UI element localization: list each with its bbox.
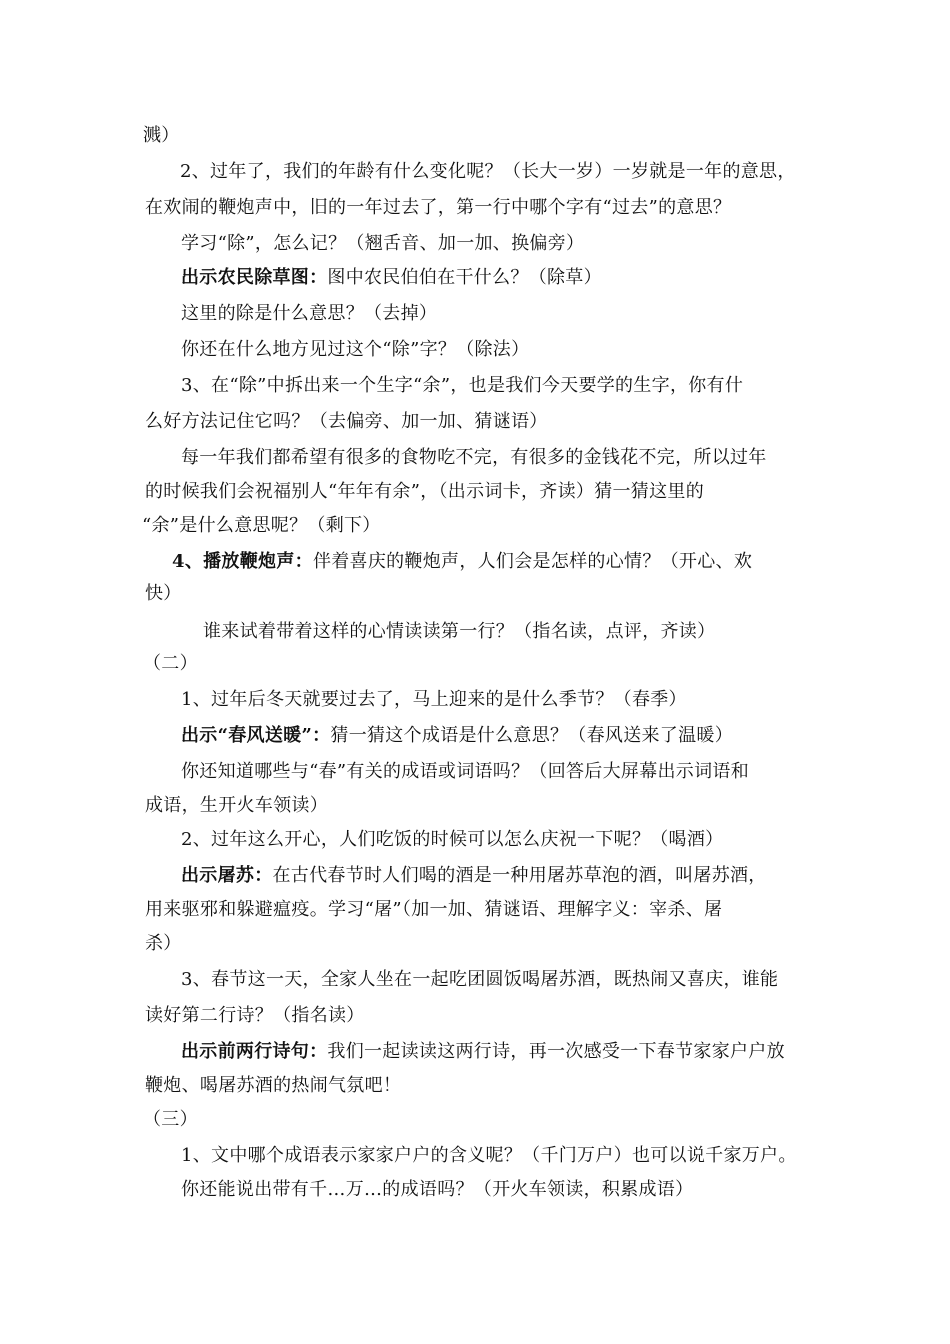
section-heading: （三） <box>143 1109 198 1130</box>
text-line: 杀） <box>145 933 182 954</box>
text-line: 你还能说出带有千…万…的成语吗？（开火车领读，积累成语） <box>181 1179 694 1200</box>
text-line: “余”是什么意思呢？（剩下） <box>142 515 381 536</box>
text-line: 出示“春风送暖”：猜一猜这个成语是什么意思？（春风送来了温暖） <box>181 725 734 746</box>
text-line: 3、春节这一天，全家人坐在一起吃团圆饭喝屠苏酒，既热闹又喜庆，谁能 <box>181 969 779 990</box>
text-line: 用来驱邪和躲避瘟疫。学习“屠”（加一加、猜谜语、理解字义：宰杀、屠 <box>145 899 723 920</box>
text-line: 鞭炮、喝屠苏酒的热闹气氛吧！ <box>145 1075 402 1096</box>
text-line: 么好方法记住它吗？（去偏旁、加一加、猜谜语） <box>145 411 548 432</box>
text-line: 你还知道哪些与“春”有关的成语或词语吗？（回答后大屏幕出示词语和 <box>181 761 750 782</box>
text-line: 出示农民除草图：图中农民伯伯在干什么？（除草） <box>181 267 602 288</box>
text-line: 2、过年这么开心，人们吃饭的时候可以怎么庆祝一下呢？（喝酒） <box>181 829 724 850</box>
text-line: 1、过年后冬天就要过去了，马上迎来的是什么季节？（春季） <box>181 689 687 710</box>
text-line: 3、在“除”中拆出来一个生字“余”，也是我们今天要学的生字，你有什 <box>181 375 744 396</box>
text-line: 成语，生开火车领读） <box>145 795 328 816</box>
text-line: 每一年我们都希望有很多的食物吃不完，有很多的金钱花不完，所以过年 <box>181 447 767 468</box>
text-line: 出示屠苏：在古代春节时人们喝的酒是一种用屠苏草泡的酒，叫屠苏酒， <box>181 865 767 886</box>
text-line: 出示前两行诗句：我们一起读读这两行诗，再一次感受一下春节家家户户放 <box>181 1041 785 1062</box>
text-line: 的时候我们会祝福别人“年年有余”，（出示词卡，齐读）猜一猜这里的 <box>145 481 705 502</box>
text-line: 谁来试着带着这样的心情读读第一行？（指名读，点评，齐读） <box>203 621 716 642</box>
text-line: 读好第二行诗？（指名读） <box>145 1005 365 1026</box>
text-line: 快） <box>145 583 182 604</box>
section-heading: （二） <box>143 653 198 674</box>
text-line: 溅） <box>143 125 180 146</box>
text-line: 你还在什么地方见过这个“除”字？（除法） <box>181 339 530 360</box>
text-line: 2、过年了，我们的年龄有什么变化呢？（长大一岁）一岁就是一年的意思， <box>180 161 796 182</box>
text-line: 1、文中哪个成语表示家家户户的含义呢？（千门万户）也可以说千家万户。 <box>181 1145 797 1166</box>
text-line: 这里的除是什么意思？（去掉） <box>181 303 438 324</box>
text-line: 4、播放鞭炮声：伴着喜庆的鞭炮声，人们会是怎样的心情？（开心、欢 <box>172 551 753 572</box>
text-line: 在欢闹的鞭炮声中，旧的一年过去了，第一行中哪个字有“过去”的意思？ <box>145 197 732 218</box>
text-line: 学习“除”，怎么记？（翘舌音、加一加、换偏旁） <box>181 233 585 254</box>
